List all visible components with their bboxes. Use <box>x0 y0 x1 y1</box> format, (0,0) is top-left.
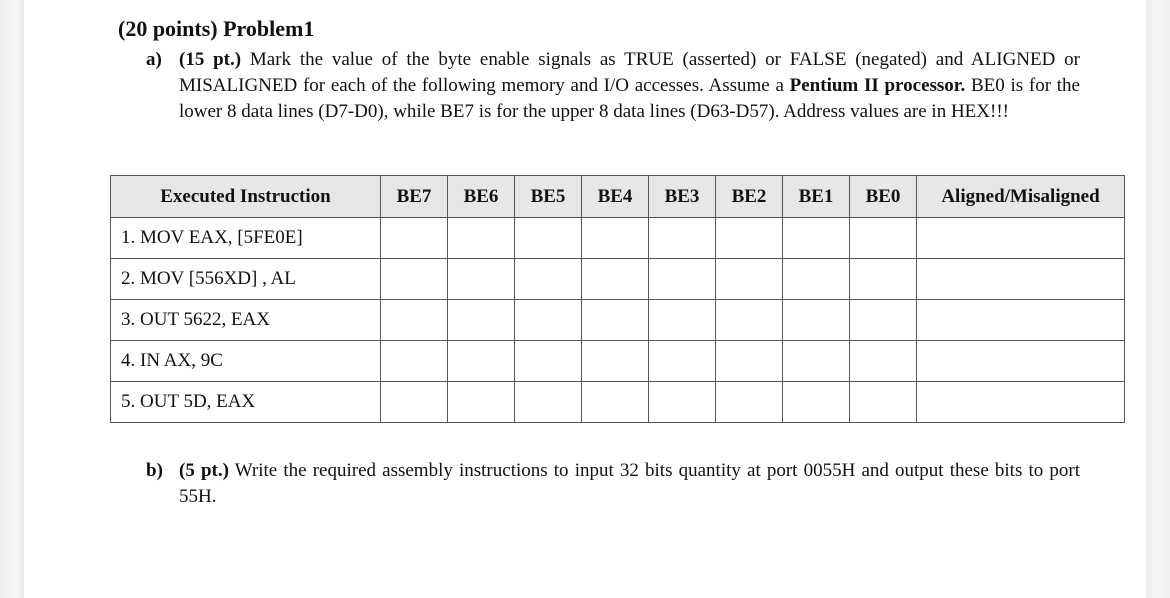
alignment-answer-cell[interactable] <box>917 382 1125 423</box>
be4-answer-cell[interactable] <box>582 218 649 259</box>
alignment-answer-cell[interactable] <box>917 300 1125 341</box>
be0-answer-cell[interactable] <box>850 259 917 300</box>
be6-answer-cell[interactable] <box>448 218 515 259</box>
be5-answer-cell[interactable] <box>515 218 582 259</box>
be0-answer-cell[interactable] <box>850 300 917 341</box>
byte-enable-table <box>110 175 1125 423</box>
part-a <box>146 47 1080 125</box>
be1-answer-cell[interactable] <box>783 341 850 382</box>
be3-answer-cell[interactable] <box>649 259 716 300</box>
table-row <box>111 341 1125 382</box>
be6-answer-cell[interactable] <box>448 300 515 341</box>
part-b-instructions: Write the required assembly instructions to input 32 bits quantity at port 0055H and output these bits to port 55H. <box>179 460 1080 507</box>
be2-answer-cell[interactable] <box>716 382 783 423</box>
be7-answer-cell[interactable] <box>381 300 448 341</box>
be2-answer-cell[interactable] <box>716 300 783 341</box>
part-a-points: (15 pt.) <box>179 49 242 70</box>
header-be2: BE2 <box>716 176 783 218</box>
header-be6: BE6 <box>448 176 515 218</box>
header-be5: BE5 <box>515 176 582 218</box>
be1-answer-cell[interactable] <box>783 382 850 423</box>
part-a-details: BE0 is for the lower 8 data lines (D7-D0), while BE7 is for the upper 8 data lines (D63-D57). Address values are in HEX!!! <box>179 75 1080 122</box>
be3-answer-cell[interactable] <box>649 341 716 382</box>
be4-answer-cell[interactable] <box>582 382 649 423</box>
header-executed-instruction: Executed Instruction <box>111 176 381 218</box>
table-row <box>111 259 1125 300</box>
header-be7: BE7 <box>381 176 448 218</box>
header-be4: BE4 <box>582 176 649 218</box>
be4-answer-cell[interactable] <box>582 341 649 382</box>
be5-answer-cell[interactable] <box>515 341 582 382</box>
be1-answer-cell[interactable] <box>783 300 850 341</box>
be7-answer-cell[interactable] <box>381 218 448 259</box>
alignment-answer-cell[interactable] <box>917 259 1125 300</box>
be6-answer-cell[interactable] <box>448 341 515 382</box>
be3-answer-cell[interactable] <box>649 300 716 341</box>
table-row <box>111 218 1125 259</box>
instruction-cell: 3. OUT 5622, EAX <box>111 300 381 341</box>
instruction-cell: 2. MOV [556XD] , AL <box>111 259 381 300</box>
part-a-marker: a) <box>146 49 162 70</box>
page-frame-right <box>1146 0 1170 598</box>
part-a-text <box>179 47 1080 125</box>
be5-answer-cell[interactable] <box>515 300 582 341</box>
be0-answer-cell[interactable] <box>850 382 917 423</box>
instruction-cell: 1. MOV EAX, [5FE0E] <box>111 218 381 259</box>
be6-answer-cell[interactable] <box>448 259 515 300</box>
be2-answer-cell[interactable] <box>716 341 783 382</box>
part-b-text <box>179 458 1080 510</box>
alignment-answer-cell[interactable] <box>917 341 1125 382</box>
part-b-marker: b) <box>146 460 163 481</box>
be7-answer-cell[interactable] <box>381 259 448 300</box>
part-b-points: (5 pt.) <box>179 460 229 481</box>
header-be1: BE1 <box>783 176 850 218</box>
instruction-cell: 4. IN AX, 9C <box>111 341 381 382</box>
be1-answer-cell[interactable] <box>783 218 850 259</box>
header-be0: BE0 <box>850 176 917 218</box>
be7-answer-cell[interactable] <box>381 341 448 382</box>
be0-answer-cell[interactable] <box>850 218 917 259</box>
page-frame-left <box>0 0 24 598</box>
be3-answer-cell[interactable] <box>649 382 716 423</box>
be4-answer-cell[interactable] <box>582 300 649 341</box>
part-a-instructions: Mark the value of the byte enable signals as TRUE (asserted) or FALSE (negated) and ALIGNED or MISALIGNED for each of the following memory and I/O accesses. Assume a <box>179 49 1080 96</box>
header-aligned-misaligned: Aligned/Misaligned <box>917 176 1125 218</box>
part-b <box>146 458 1080 510</box>
table-row <box>111 300 1125 341</box>
be1-answer-cell[interactable] <box>783 259 850 300</box>
header-be3: BE3 <box>649 176 716 218</box>
be3-answer-cell[interactable] <box>649 218 716 259</box>
problem-title: (20 points) Problem1 <box>118 16 315 41</box>
table-row <box>111 382 1125 423</box>
be5-answer-cell[interactable] <box>515 259 582 300</box>
be7-answer-cell[interactable] <box>381 382 448 423</box>
be6-answer-cell[interactable] <box>448 382 515 423</box>
instruction-cell: 5. OUT 5D, EAX <box>111 382 381 423</box>
alignment-answer-cell[interactable] <box>917 218 1125 259</box>
be2-answer-cell[interactable] <box>716 218 783 259</box>
be4-answer-cell[interactable] <box>582 259 649 300</box>
be0-answer-cell[interactable] <box>850 341 917 382</box>
be5-answer-cell[interactable] <box>515 382 582 423</box>
part-a-processor: Pentium II processor. <box>789 75 966 96</box>
table-header-row <box>111 176 1125 218</box>
be2-answer-cell[interactable] <box>716 259 783 300</box>
